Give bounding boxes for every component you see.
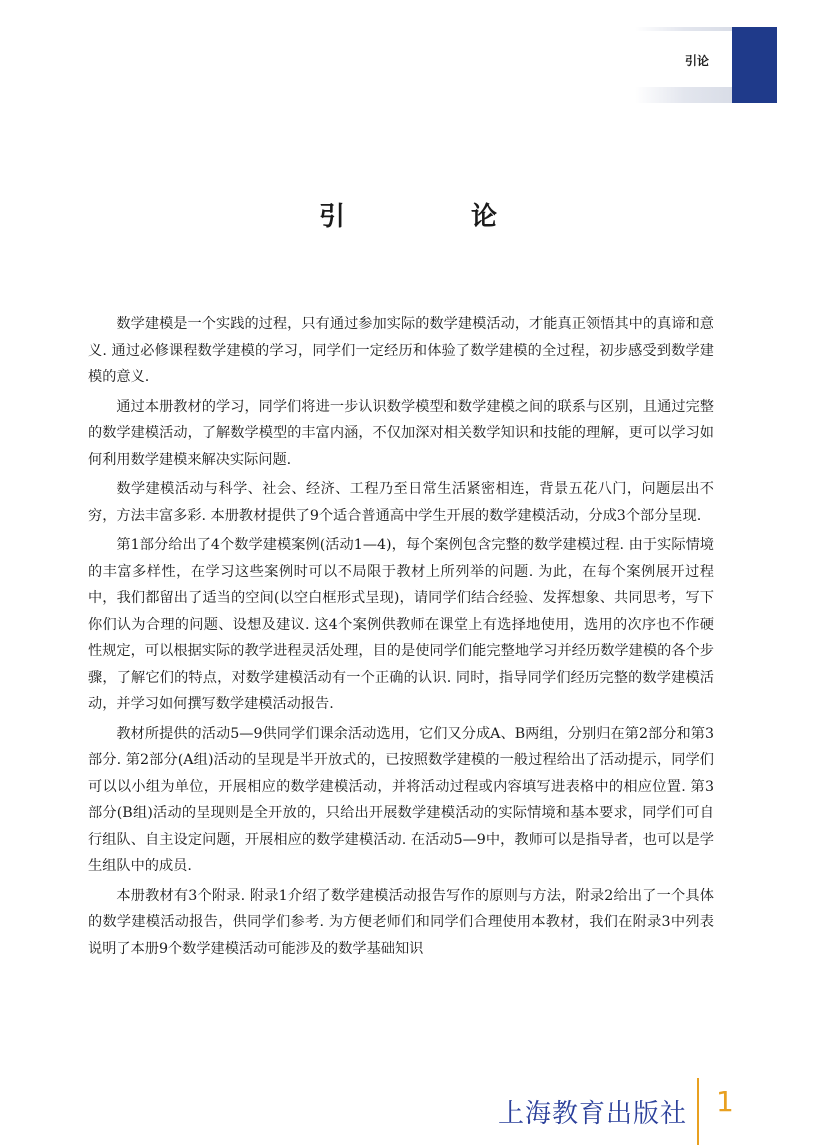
page-number: 1 xyxy=(716,1085,734,1118)
paragraph: 数学建模活动与科学、社会、经济、工程乃至日常生活紧密相连，背景五花八门，问题层出不穷，方法丰富多彩. 本册教材提供了9个适合普通高中学生开展的数学建模活动，分成3个部分呈现. xyxy=(88,481,714,524)
header-tab-bar xyxy=(732,27,777,103)
footer-divider xyxy=(697,1078,699,1145)
body-text xyxy=(88,311,714,965)
header-section-tab xyxy=(635,27,777,103)
paragraph: 数学建模是一个实践的过程，只有通过参加实际的数学建模活动，才能真正领悟其中的真谛和意义. 通过必修课程数学建模的学习，同学们一定经历和体验了数学建模的全过程，初步感受到数学建模的意义. xyxy=(88,316,714,385)
header-tab-inner xyxy=(635,31,732,87)
paragraph: 第1部分给出了4个数学建模案例(活动1—4)，每个案例包含完整的数学建模过程. 由于实际情境的丰富多样性，在学习这些案例时可以不局限于教材上所列举的问题. 为此，在每个案例展开过程中，我们都留出了适当的空间(以空白框形式呈现)，请同学们结合经验、发挥想象、共同思考，写下你们认为合理的问题、设想及建议. 这4个案例供教师在课堂上有选择地使用，选用的次序也不作硬性规定，可以根据实际的教学进程灵活处理，目的是使同学们能完整地学习并经历数学建模的各个步骤，了解它们的特点，对数学建模活动有一个正确的认识. 同时，指导同学们经历完整的数学建模活动，并学习如何撰写数学建模活动报告. xyxy=(88,537,714,712)
page-title: 引 论 xyxy=(318,202,547,232)
paragraph: 教材所提供的活动5—9供同学们课余活动选用，它们又分成A、B两组，分别归在第2部分和第3部分. 第2部分(A组)活动的呈现是半开放式的，已按照数学建模的一般过程给出了活动提示，同学们可以以小组为单位，开展相应的数学建模活动，并将活动过程或内容填写进表格中的相应位置. 第3部分(B组)活动的呈现则是全开放的，只给出开展数学建模活动的实际情境和基本要求，同学们可自行组队、自主设定问题，开展相应的数学建模活动. 在活动5—9中，教师可以是指导者，也可以是学生组队中的成员. xyxy=(88,725,714,874)
paragraph: 通过本册教材的学习，同学们将进一步认识数学模型和数学建模之间的联系与区别，且通过完整的数学建模活动，了解数学模型的丰富内涵，不仅加深对相关数学知识和技能的理解，更可以学习如何利用数学建模来解决实际问题. xyxy=(88,398,714,468)
publisher-name: 上海教育出版社 xyxy=(498,1099,688,1129)
paragraph: 本册教材有3个附录. 附录1介绍了数学建模活动报告写作的原则与方法，附录2给出了一个具体的数学建模活动报告，供同学们参考. 为方便老师们和同学们合理使用本教材，我们在附录3中列表说明了本册9个数学建模活动可能涉及的数学基础知识 xyxy=(88,887,714,957)
header-section-label: 引论 xyxy=(685,54,710,68)
